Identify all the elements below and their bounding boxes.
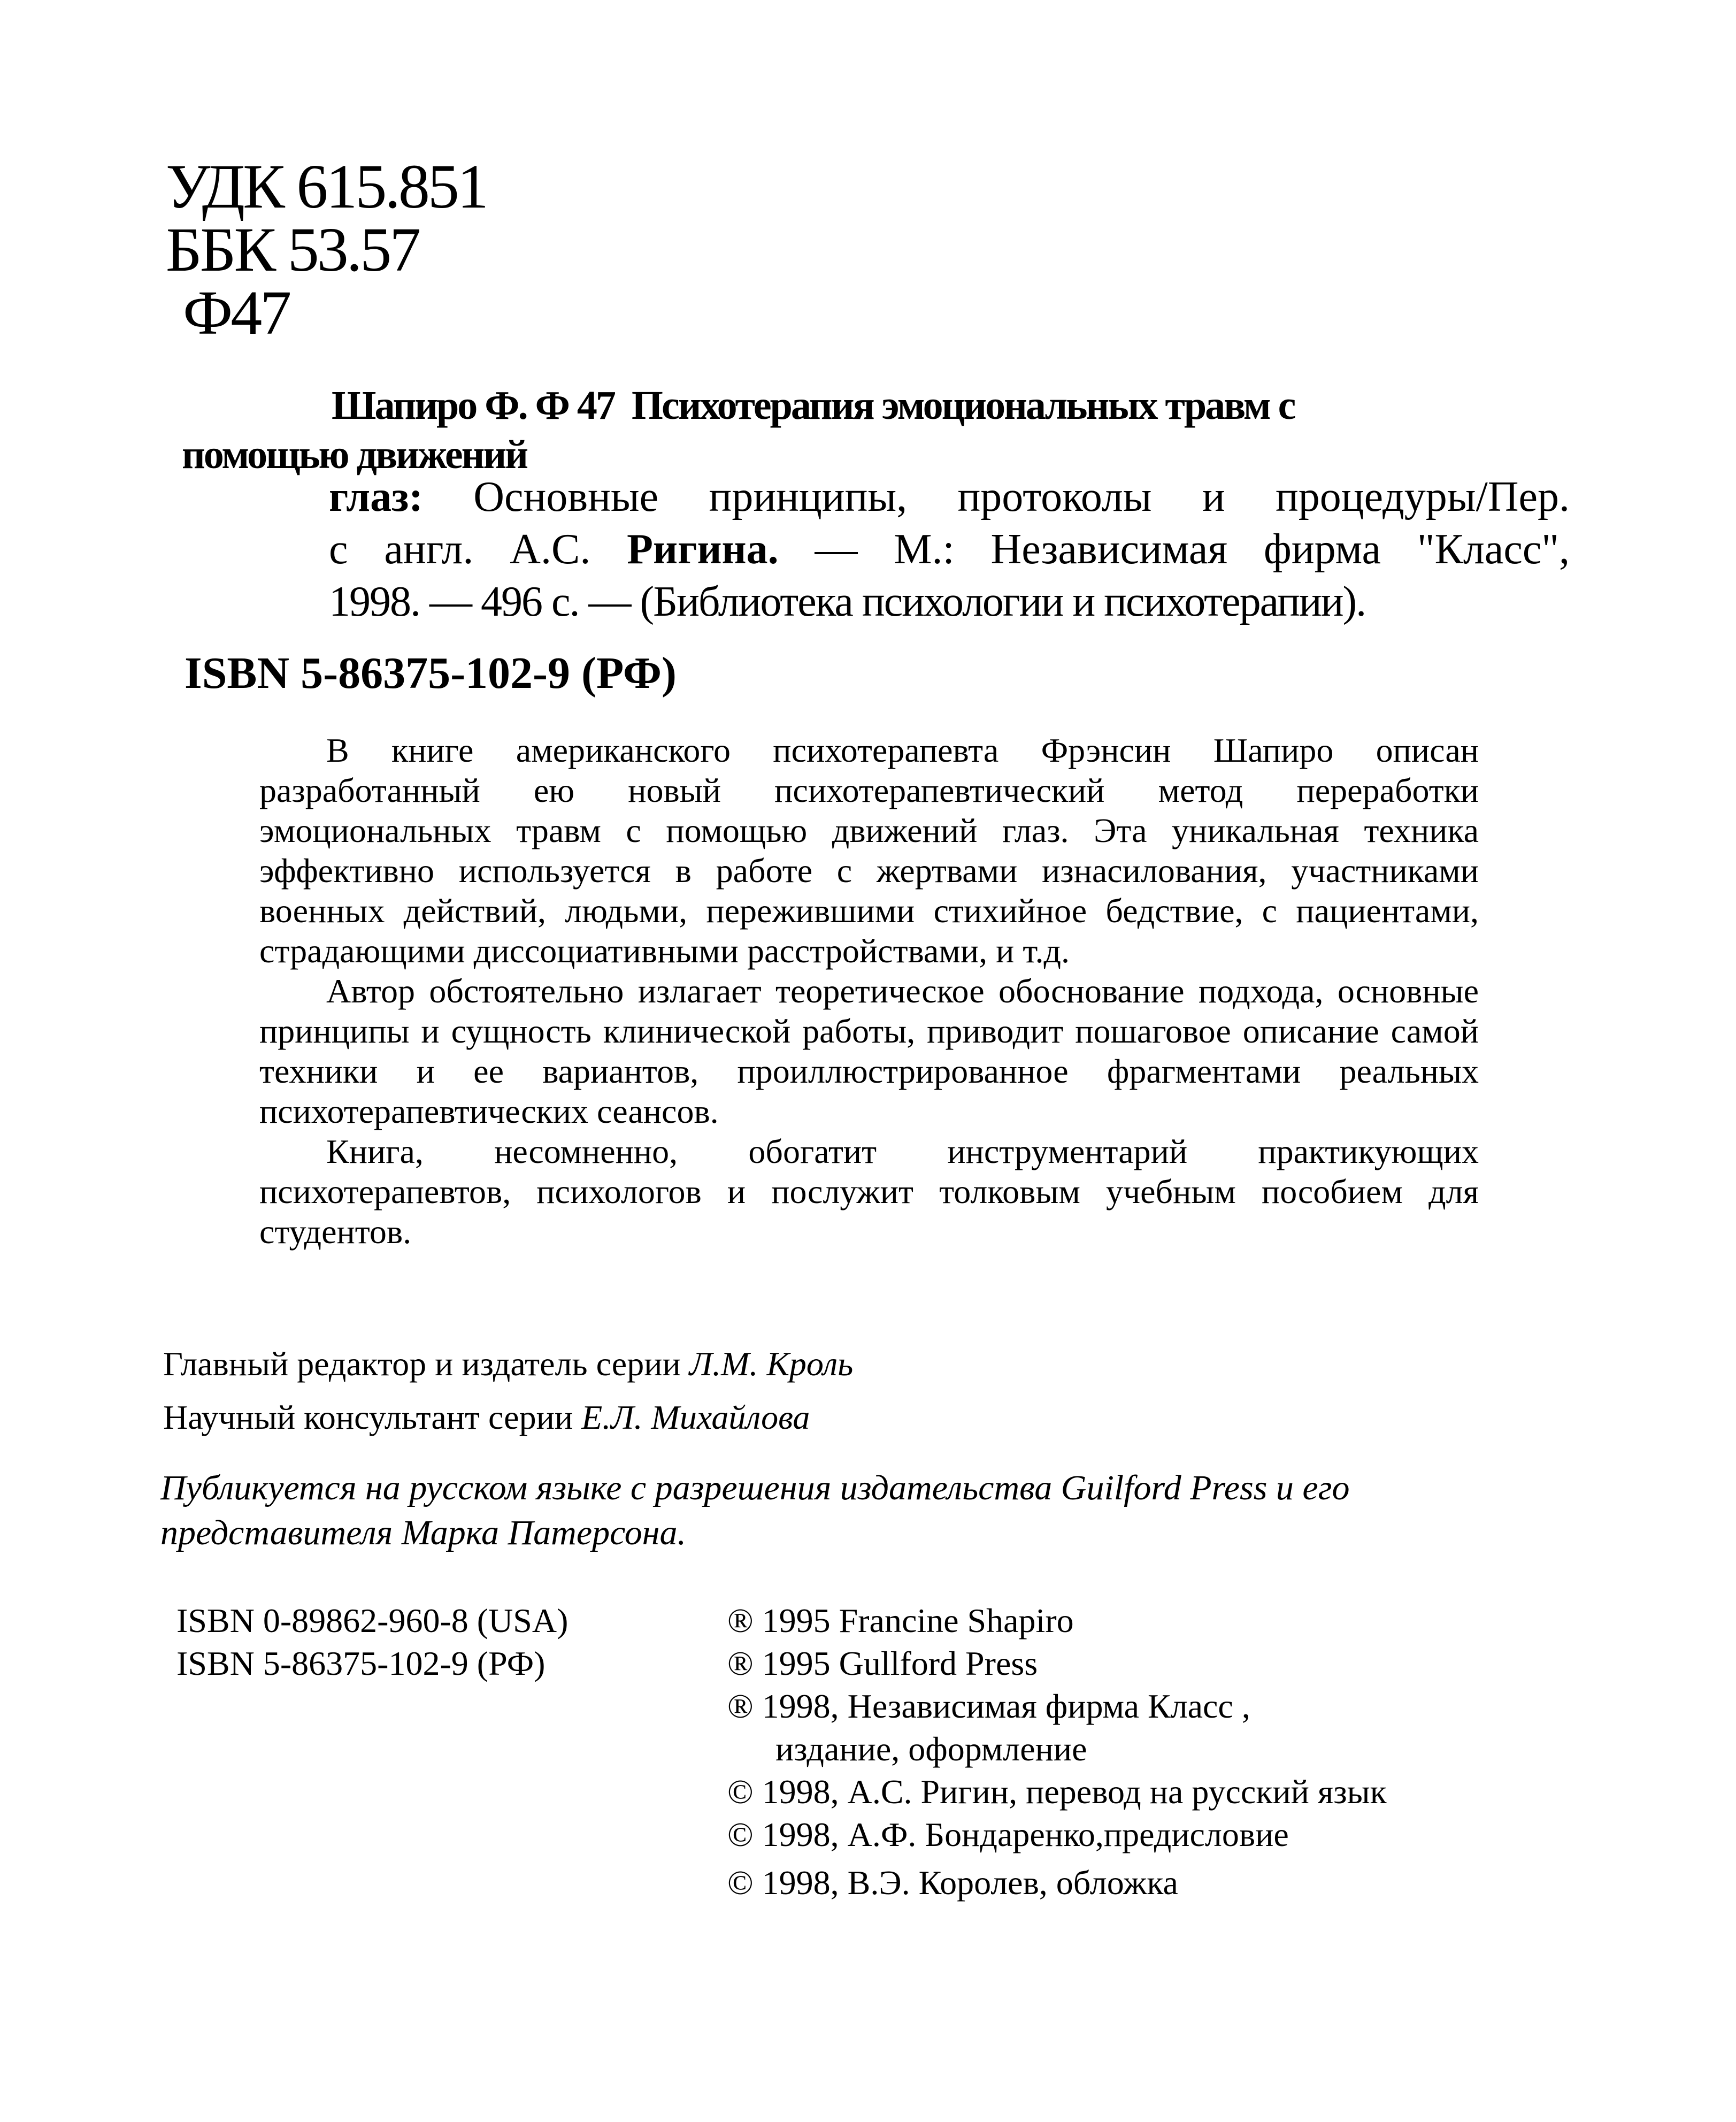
consultant-line	[163, 1391, 853, 1444]
copyright-line: ® 1995 Gullford Press	[727, 1644, 1038, 1682]
copyright-list	[727, 1599, 1387, 1904]
author-mark: Ф47	[183, 278, 290, 348]
classification-codes	[166, 151, 487, 348]
isbn-usa: ISBN 0-89862-960-8 (USA)	[176, 1602, 569, 1640]
copyright-line: © 1998, В.Э. Королев, обложка	[727, 1864, 1178, 1902]
title-part-2: помощью движений	[182, 432, 527, 477]
copyright-line: издание, оформление	[775, 1730, 1087, 1768]
abstract	[259, 730, 1479, 1252]
heading-description	[329, 471, 1570, 628]
isbn-main: ISBN 5-86375-102-9 (РФ)	[185, 648, 677, 698]
translator-name: Ригина.	[627, 526, 779, 573]
copyright-line: ® 1995 Francine Shapiro	[727, 1602, 1074, 1640]
title-part-3: глаз:	[329, 473, 423, 520]
author-entry: Шапиро Ф. Ф 47	[332, 383, 614, 428]
series-editors	[163, 1337, 853, 1444]
copyright-line: ® 1998, Независимая фирма Класс ,	[727, 1687, 1250, 1725]
abstract-paragraph: Книга, несомненно, обогатит инструментарий практикующих психотерапевтов, психологов и послужит толковым учебным пособием для студентов.	[259, 1132, 1479, 1251]
imprint-line: 1998. — 496 с. — (Библиотека психологии и психотерапии).	[329, 578, 1366, 625]
isbn-list	[176, 1599, 568, 1685]
subtitle: Основные принципы, протоколы и процедуры/Пер.	[473, 473, 1570, 520]
heading-line-1	[332, 382, 1294, 429]
publisher: — М.: Независимая фирма "Класс",	[815, 526, 1570, 573]
abstract-paragraph: Автор обстоятельно излагает теоретическое обоснование подхода, основные принципы и сущность клинической работы, приводит пошаговое описание самой техники и ее вариантов, проиллюстрированное фрагментами реальных психотерапевтических сеансов.	[259, 972, 1479, 1130]
copyright-line: © 1998, А.С. Ригин, перевод на русский язык	[727, 1773, 1387, 1811]
heading-line-3	[329, 471, 1570, 523]
publication-notice: Публикуется на русском языке с разрешения издательства Guilford Press и его представителя Марка Патерсона.	[160, 1468, 1350, 1552]
heading-line-4	[329, 523, 1570, 576]
consultant-label: Научный консультант серии	[163, 1398, 573, 1436]
isbn-rf: ISBN 5-86375-102-9 (РФ)	[176, 1644, 546, 1682]
chief-editor-label: Главный редактор и издатель серии	[163, 1345, 681, 1383]
chief-editor-name: Л.М. Кроль	[689, 1345, 854, 1383]
copyright-line: © 1998, А.Ф. Бондаренко,предисловие	[727, 1815, 1289, 1853]
udk-code: УДК 615.851	[166, 151, 487, 221]
abstract-paragraph: В книге американского психотерапевта Фрэнсин Шапиро описан разработанный ею новый психотерапевтический метод переработки эмоциональных травм с помощью движений глаз. Эта уникальная техника эффективно используется в работе с жертвами изнасилования, участниками военных действий, людьми, пережившими стихийное бедствие, с пациентами, страдающими диссоциативными расстройствами, и т.д.	[259, 731, 1479, 970]
title-part-1: Психотерапия эмоциональных травм с	[631, 383, 1295, 428]
consultant-name: Е.Л. Михайлова	[581, 1398, 810, 1436]
chief-editor-line	[163, 1337, 853, 1391]
bbk-code: ББК 53.57	[166, 215, 419, 285]
translator-prefix: с англ. А.С.	[329, 526, 591, 573]
